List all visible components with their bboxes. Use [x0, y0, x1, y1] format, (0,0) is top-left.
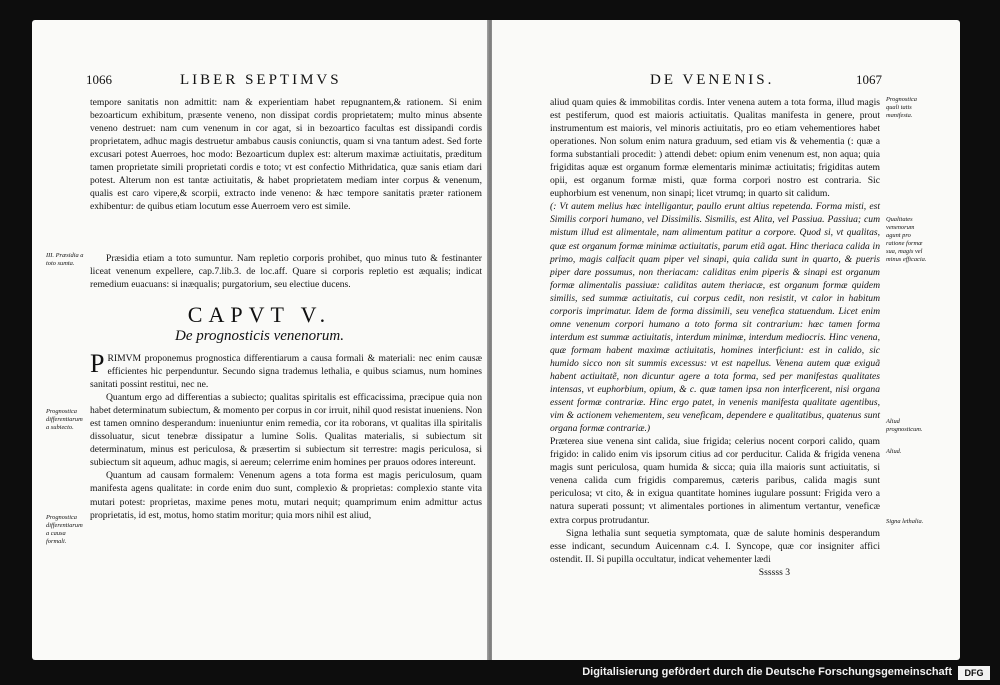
funding-credit: Digitalisierung gefördert durch die Deutsche Forschungsgemeinschaft	[582, 666, 952, 678]
margin-note: Aliud.	[886, 448, 902, 455]
text-paragraph: Signa lethalia sunt sequetia symptomata, quæ de salute hominis desperandum esse indicant, secundum Auicennam c.4. I. Syncope, quæ cor insigniter affici ostendit. II. Si pupilla occultatur, indicat vehementer lædi	[550, 527, 880, 565]
text-paragraph: Præsidia etiam a toto sumuntur. Nam repletio corporis prohibet, quo minus tuto & festinanter liceat venenum expellere, cap.7.lib.3. de loc.aff. Quare si corporis repletio est æqualis; indicat remedium euacuans: si inæqualis; purgatorium, seu electiue ducens.	[90, 253, 482, 291]
chapter-subtitle: De prognosticis venenorum.	[175, 328, 344, 344]
text-paragraph: Quantum ad causam formalem: Venenum agens a tota forma est magis periculosum, quam manifesta agens qualitate: in corde enim duo sunt, complexio & proprietas: complexio stante vita mutari potest: proprietas, maxime penes motu, mutari nequit; quamprimum enim admittur actus proprietatis, id est, motus, homo statim moritur; quia mors nihil est aliud,	[90, 470, 482, 521]
body-text	[550, 96, 880, 579]
margin-note: III. Præsidia a toto sumta.	[46, 252, 84, 267]
margin-note: Qualitates venenorum agunt pro ratione formæ sua, magis vel minus efficacia.	[886, 216, 927, 263]
text-paragraph: Præterea siue venena sint calida, siue frigida; celerius nocent corpori calido, quam frigido: in calido enim vis ipsorum citius ad cor perducitur. Calida & frigida venena magis sunt periculosa, quam humida & sicca; quia illa maioris sunt actiuitatis, si venena calida cum frigidis comparemus, cæteris paribus, calida magis sunt periculosa; vt cito, & in exigua quantitate homines iugulare possunt: Frigida vero a natura superati possunt; vt alimentales portiones in alimentum vertantur, veneficæ extra corpus protrudantur.	[550, 436, 880, 526]
paragraph-text: RIMVM proponemus prognostica differentiarum a causa formali & materiali: nec enim causæ efficientes hic perpenduntur. Secundo signa trademus lethalia, e quibus sciamus, num homines sanitati possint restitui, nec ne.	[90, 353, 482, 391]
chapter-title: CAPVT V.	[187, 302, 332, 327]
margin-note: Prognostica quali tatis manifesta.	[886, 96, 918, 119]
right-page	[492, 20, 960, 660]
text-paragraph: tempore sanitatis non admittit: nam & experientiam habet repugnantem,& rationem. Si enim bezoarticum exhibitum, præsente veneno, non dissipat cordis proprietatem; multo minus absente veneno destruet: nam cum venenum in cor agat, si in bezoartico facultas est dissipandi cordis proprietatem, adhuc magis destruetur ambabus causis coniunctis, quam si vna tantum adest. Sed forte excusari potest Auerroes, hoc modo: Bezoarticum duplex est: alterum maximæ actiuitatis, præditum tamen proprietate simili proprietati cordis e toto; vt est confectio Mithridatica, quæ sanis etiam dari potest. Alterum non est tantæ actiuitatis, & habet proprietatem mediam inter corpus & venenum, qualis est caro vipere,& scorpii, extracto inde veneno: & hæc tempore sanitatis præter rationem exhibentur: de quibus etiam locutum esse Auerroem vero est simile.	[90, 97, 482, 213]
first-paragraph	[90, 349, 482, 391]
margin-note: Signa lethalia.	[886, 518, 924, 525]
left-page	[32, 20, 487, 660]
running-head: LIBER SEPTIMVS	[180, 72, 342, 88]
chapter-body	[90, 349, 482, 522]
page-number: 1067	[856, 72, 882, 87]
remedies-paragraph	[90, 252, 482, 291]
top-paragraph	[90, 96, 482, 213]
margin-note: Prognostica differentiarum a causa formali.	[46, 514, 83, 545]
margin-note: Prognostica differentiarum a subiecto.	[46, 408, 83, 431]
text-paragraph: aliud quam quies & immobilitas cordis. Inter venena autem a tota forma, illud magis est pestiferum, quod est maioris actiuitatis. Qualitas manifesta in genere, prout instrumentum est maioris, vel minoris actiuitatis, pro eo etiam vehementiores habet operationes. Non solum enim natura graduum, sed etiam vis & vehementia (: quæ a forma substantiali procedit: ) attendi debet: opium enim venenum est, non aqua; quia frigiditas aquæ est organum formæ elementaris minimæ actiuitatis; frigiditas autem opii, est organum formæ misti, quæ forma corpori nostro est contraria. Sic euphorbium est venenum, non sinapi; licet vtrumq; in quarto sit calidum.	[550, 97, 880, 200]
signature-mark: Ssssss 3	[758, 566, 790, 578]
italic-passage: (: Vt autem melius hæc intelligantur, paullo erunt altius repetenda. Forma misti, est Similis corpori humano, vel Dissimilis. Sismilis, est Alita, vel Passiua. Passiua; cum mistum illud est alimentale, nam alimentum patitur a corpore. Quod si, vt qualitas, quæ est organum formæ minimæ actiuitatis, parum etiã agat. Hinc theriaca calida in primo, magis calfacit quam piper vel sinapi, quia calida sunt in quarto, & pueris piper dare possumus, non theriacam: caliditas enim piperis & sinapi est organum formæ alimentalis passiuæ: caliditas autem theriacæ, est organum formæ quidem similis, sed summæ actiuitatis, cui corpus cedit, non resistit, vt calor in habitum corporis imprimatur. Idem de forma dissimili, seu venefica statuendum. Licet enim omne venenum corpori humano a toto forma sit contrarium: hæc tamen forma interdum est summæ actiuitatis, interdum minimæ, interdum mediocris. Hinc venena, quæ formam habent maximæ actiuitatis, homines interficiunt: est in calido, sic humido sicco non sit summis excessus: vt est napellus. Venena autem quæ exiguã habent actiuitatẽ, non dicuntur agere a tota forma, sed per manifestas qualitates intensas, vt euphorbium, opium, & c. quæ tamen ipsa non interficerent, nisi organa essent formæ contrariæ. Hinc ergo patet, in venenis manifesta qualitate agentibus, vim & actionem vehementem, seu veneficam, dependere e qualitatibus, quatenus sunt organa formæ contrariæ.)	[550, 201, 880, 435]
page-number: 1066	[86, 72, 112, 87]
drop-capital: P	[90, 349, 105, 378]
margin-note: Aliud prognosticum.	[886, 418, 923, 433]
footer-bar	[0, 661, 1000, 685]
running-head: DE VENENIS.	[650, 72, 775, 88]
dfg-logo: DFG	[958, 666, 990, 680]
text-paragraph: Quantum ergo ad differentias a subiecto; qualitas spiritalis est efficacissima, præcipue quia non habet determinatum subiectum, & momento per corpus in cor irruit, nihil quod resistat inueniens. Non est tamen omnino desperandum: inueniuntur enim remedia, cor ita roborans, vt qualitas illa spiritalis dissoluatur, sicut tenebræ dissipatur a lumine Solis. Qualitas materialis, si subiectum sit determinatum, minus est periculosa, & præsertim si subiectum sit terrestre: magis periculosa, si subiectum sit aqueum, adhuc magis, si aereum; celerrime enim homines per prauos odores intereunt.	[90, 392, 482, 469]
